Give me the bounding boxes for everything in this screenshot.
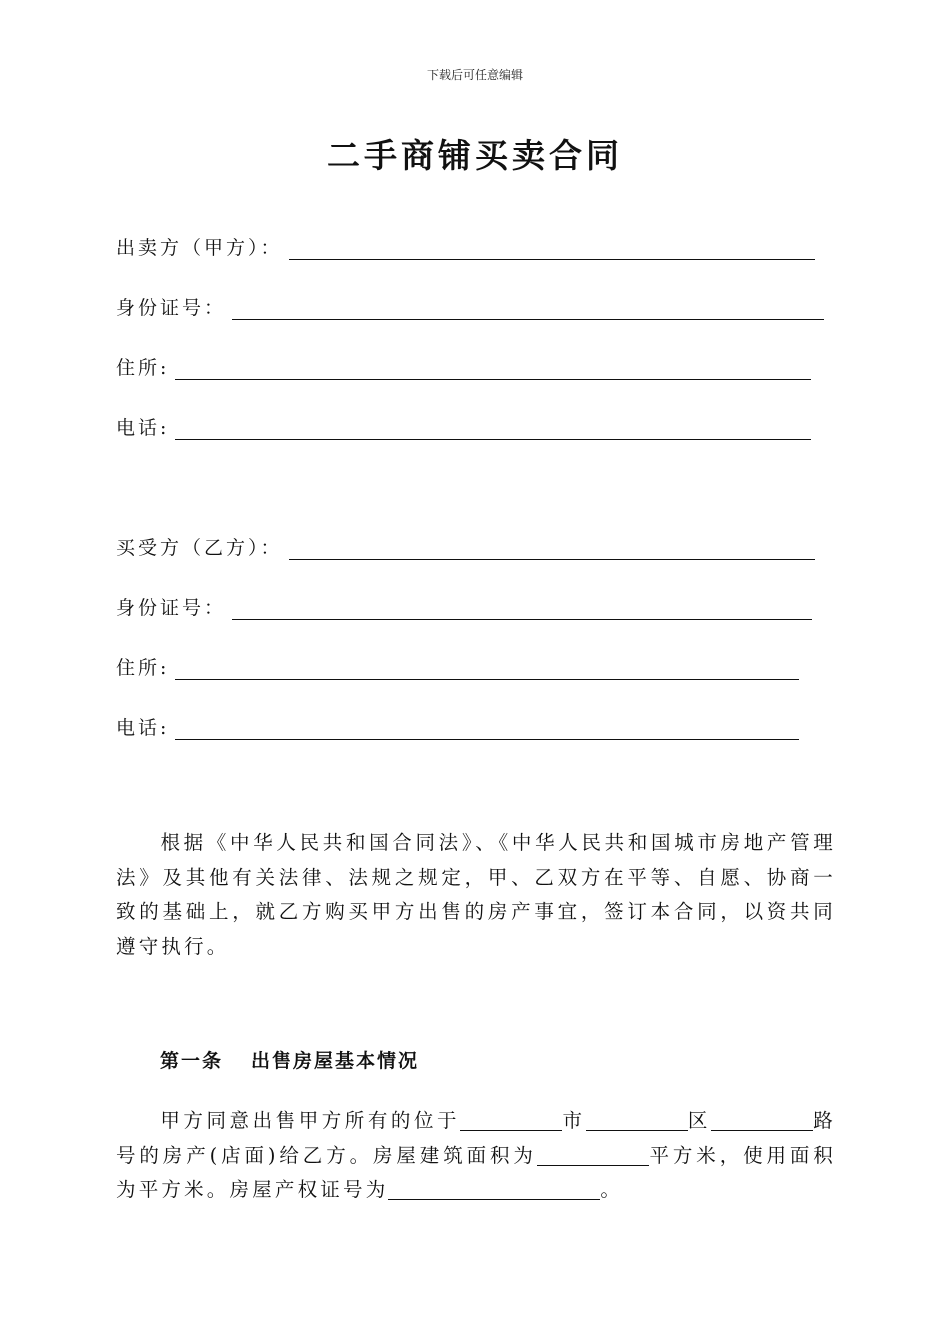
road-blank[interactable] xyxy=(711,1108,813,1131)
article-1-text-1: 甲方同意出售甲方所有的位于 xyxy=(160,1109,461,1132)
article-1-text-8: 。 xyxy=(600,1178,624,1201)
buyer-name-field xyxy=(116,528,815,560)
article-1-heading xyxy=(160,1046,419,1073)
buyer-id-blank[interactable] xyxy=(232,593,812,620)
buyer-address-label: 住所: xyxy=(116,657,170,679)
article-1-text-7: 平方米。房屋产权证号为 xyxy=(138,1178,389,1201)
city-blank[interactable] xyxy=(460,1108,562,1131)
seller-id-label: 身份证号： xyxy=(116,297,227,319)
article-1-text-3: 区 xyxy=(687,1109,711,1132)
seller-id-blank[interactable] xyxy=(232,293,824,320)
seller-phone-blank[interactable] xyxy=(175,413,811,440)
intro-paragraph xyxy=(116,826,836,964)
document-title: 二手商铺买卖合同 xyxy=(327,136,623,175)
seller-id-field xyxy=(116,288,824,320)
building-area-blank[interactable] xyxy=(537,1143,649,1166)
seller-address-blank[interactable] xyxy=(175,353,811,380)
seller-phone-label: 电话: xyxy=(116,417,170,439)
article-1-text-4: 路 xyxy=(812,1109,837,1132)
buyer-id-label: 身份证号： xyxy=(116,597,227,619)
buyer-name-blank[interactable] xyxy=(289,533,815,560)
property-cert-blank[interactable] xyxy=(388,1177,600,1200)
buyer-phone-field xyxy=(116,708,799,740)
seller-phone-field xyxy=(116,408,811,440)
article-1-body xyxy=(116,1104,836,1208)
buyer-address-blank[interactable] xyxy=(175,653,799,680)
article-1-text-2: 市 xyxy=(562,1109,586,1132)
buyer-phone-label: 电话: xyxy=(116,717,170,739)
seller-address-label: 住所: xyxy=(116,357,170,379)
article-1-text-6: 平方米，使用面积为 xyxy=(116,1143,837,1201)
article-1-title: 出售房屋基本情况 xyxy=(251,1050,420,1072)
buyer-phone-blank[interactable] xyxy=(175,713,799,740)
seller-name-field xyxy=(116,228,815,260)
intro-text: 根据《中华人民共和国合同法》、《中华人民共和国城市房地产管理法》及其他有关法律、法规之规定，甲、乙双方在平等、自愿、协商一致的基础上，就乙方购买甲方出售的房产事宜，签订本合同，以资共同遵守执行。 xyxy=(116,831,836,958)
buyer-address-field xyxy=(116,648,799,680)
buyer-name-label: 买受方（乙方）： xyxy=(116,537,283,559)
header-note: 下载后可任意编辑 xyxy=(426,68,523,82)
buyer-id-field xyxy=(116,588,812,620)
seller-name-blank[interactable] xyxy=(289,233,815,260)
district-blank[interactable] xyxy=(586,1108,688,1131)
seller-name-label: 出卖方（甲方）： xyxy=(116,237,283,259)
article-1-number: 第一条 xyxy=(160,1050,224,1072)
seller-address-field xyxy=(116,348,811,380)
article-1-text-5: 号的房产(店面)给乙方。房屋建筑面积为 xyxy=(116,1143,537,1167)
